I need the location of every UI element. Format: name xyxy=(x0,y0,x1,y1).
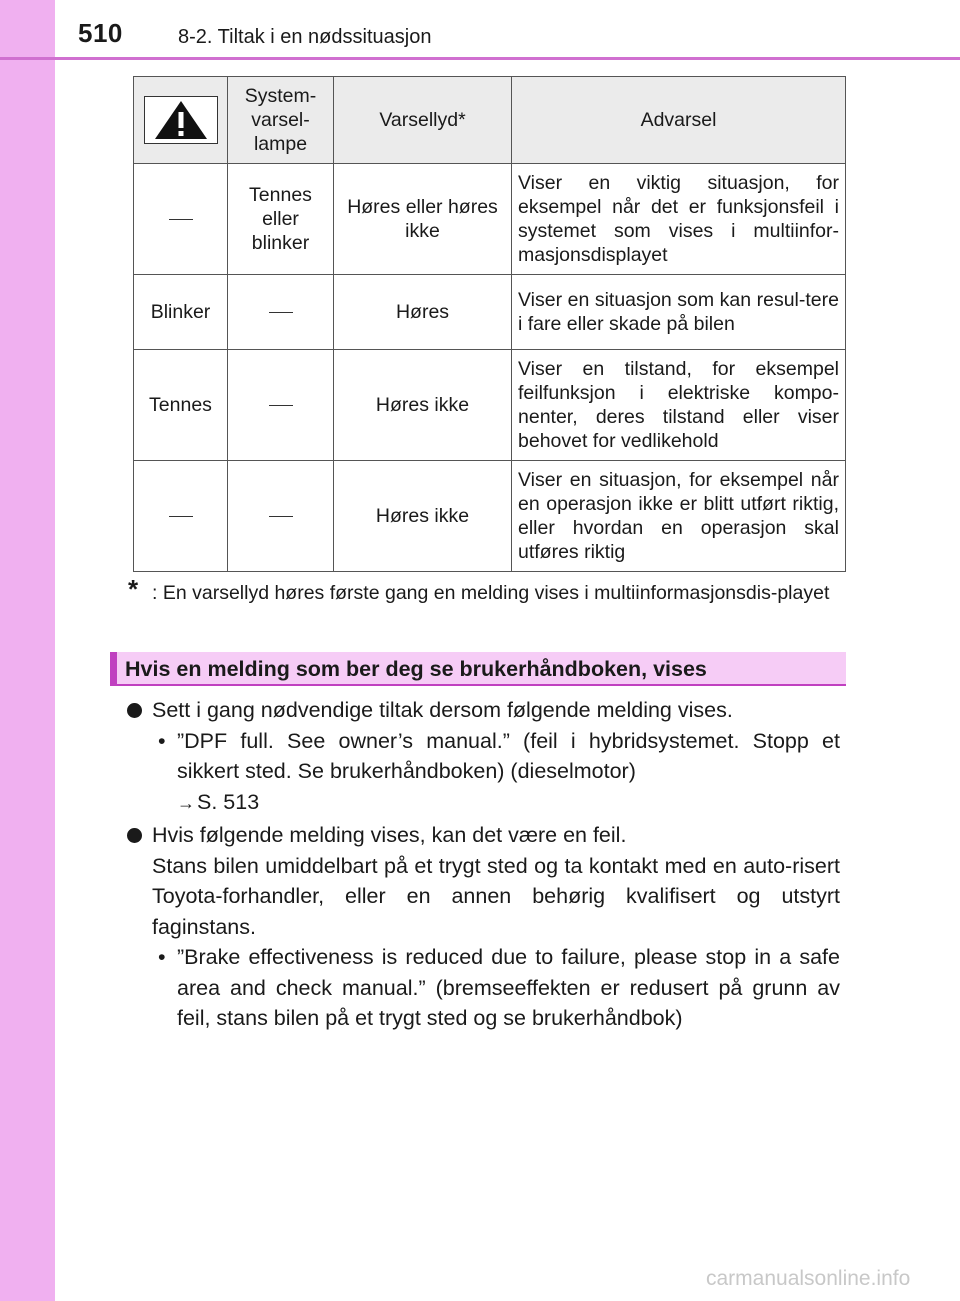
cell-text: Blinker xyxy=(150,301,211,323)
table-cell xyxy=(512,350,846,461)
table-cell xyxy=(134,350,228,461)
page-side-bar xyxy=(0,0,55,1301)
warning-icon-cell xyxy=(134,77,228,164)
column-header-buzzer xyxy=(334,77,512,164)
table-cell xyxy=(228,350,334,461)
arrow-right-icon: → xyxy=(177,792,195,813)
section-heading-text: Hvis en melding som ber deg se brukerhåndboken, vises xyxy=(125,657,707,681)
dash-mark xyxy=(269,312,293,313)
warning-triangle-icon xyxy=(144,96,218,144)
dash-mark xyxy=(169,219,193,220)
table-cell xyxy=(334,461,512,572)
cell-text: Viser en viktig situasjon, for eksempel når det er funksjonsfeil i systemet som vises i multiinfor-masjonsdisplayet xyxy=(518,172,839,266)
column-header-buzzer-text: Varsellyd* xyxy=(379,109,466,131)
content-body xyxy=(126,695,840,1034)
sub-bullet-text: ”Brake effectiveness is reduced due to failure, please stop in a safe area and check manual.” (bremseeffekten er redusert på grunn av feil, stans bilen på et trygt sted og se brukerhåndbok) xyxy=(177,945,840,1030)
page-reference[interactable] xyxy=(126,787,840,819)
footnote-text: : En varsellyd høres første gang en melding vises i multiinformasjonsdis-playet xyxy=(152,582,830,604)
section-title: 8-2. Tiltak i en nødssituasjon xyxy=(178,26,432,48)
cell-text: Høres xyxy=(395,301,450,323)
table-cell xyxy=(512,461,846,572)
table-cell xyxy=(228,461,334,572)
cell-text: Viser en tilstand, for eksempel feilfunksjon i elektriske kompo-nenter, deres tilstand eller viser behovet for vedlikehold xyxy=(518,358,839,452)
section-heading xyxy=(110,652,846,686)
header-rule xyxy=(0,57,960,60)
warning-table xyxy=(133,76,846,572)
cell-text: Viser en situasjon, for eksempel når en operasjon ikke er blitt utført riktig, eller hvordan en operasjon skal utføres riktig xyxy=(518,469,839,563)
sub-bullet-icon: • xyxy=(158,945,166,969)
table-row xyxy=(134,164,846,275)
cell-text: Høres ikke xyxy=(375,505,470,527)
cell-text: Viser en situasjon som kan resul-tere i fare eller skade på bilen xyxy=(518,289,839,335)
table-cell xyxy=(512,275,846,350)
sub-list-item xyxy=(126,726,840,787)
cell-text: Høres eller høres ikke xyxy=(347,196,498,242)
table-row xyxy=(134,275,846,350)
bullet-text: Sett i gang nødvendige tiltak dersom følgende melding vises. xyxy=(152,698,733,722)
table-cell xyxy=(134,461,228,572)
page-reference-text: S. 513 xyxy=(197,789,260,814)
table-cell xyxy=(334,350,512,461)
list-item xyxy=(126,820,840,851)
bullet-text: Hvis følgende melding vises, kan det være en feil. xyxy=(152,823,627,847)
page-number: 510 xyxy=(78,18,123,48)
table-cell xyxy=(134,275,228,350)
table-cell xyxy=(334,164,512,275)
footnote-marker: * xyxy=(128,574,139,604)
table-cell xyxy=(512,164,846,275)
column-header-lamp xyxy=(228,77,334,164)
dash-mark xyxy=(169,516,193,517)
column-header-lamp-text: System- varsel- lampe xyxy=(244,85,317,155)
bullet-dot-icon xyxy=(127,828,142,843)
sub-bullet-icon: • xyxy=(158,728,166,753)
paragraph: Stans bilen umiddelbart på et trygt sted og ta kontakt med en auto-risert Toyota-forhandler, eller en annen behørig kvalifisert og utstyrt faginstans. xyxy=(152,853,840,939)
table-cell xyxy=(228,275,334,350)
watermark: carmanualsonline.info xyxy=(706,1267,911,1290)
table-row xyxy=(134,350,846,461)
sub-bullet-text: ”DPF full. See owner’s manual.” (feil i hybridsystemet. Stopp et sikkert sted. Se brukerhåndboken) (dieselmotor) xyxy=(177,728,840,783)
column-header-warning xyxy=(512,77,846,164)
table-cell xyxy=(134,164,228,275)
bullet-dot-icon xyxy=(127,703,142,718)
cell-text: Høres ikke xyxy=(375,394,470,416)
table-cell xyxy=(334,275,512,350)
cell-text: Tennes xyxy=(149,394,212,416)
dash-mark xyxy=(269,516,293,517)
sub-list-item xyxy=(126,942,840,1034)
table-row xyxy=(134,461,846,572)
dash-mark xyxy=(269,405,293,406)
list-item xyxy=(126,695,840,726)
table-cell xyxy=(228,164,334,275)
cell-text: Tennes eller blinker xyxy=(249,184,312,254)
footnote xyxy=(128,574,840,607)
column-header-warning-text: Advarsel xyxy=(640,109,717,131)
table-header-row xyxy=(134,77,846,164)
